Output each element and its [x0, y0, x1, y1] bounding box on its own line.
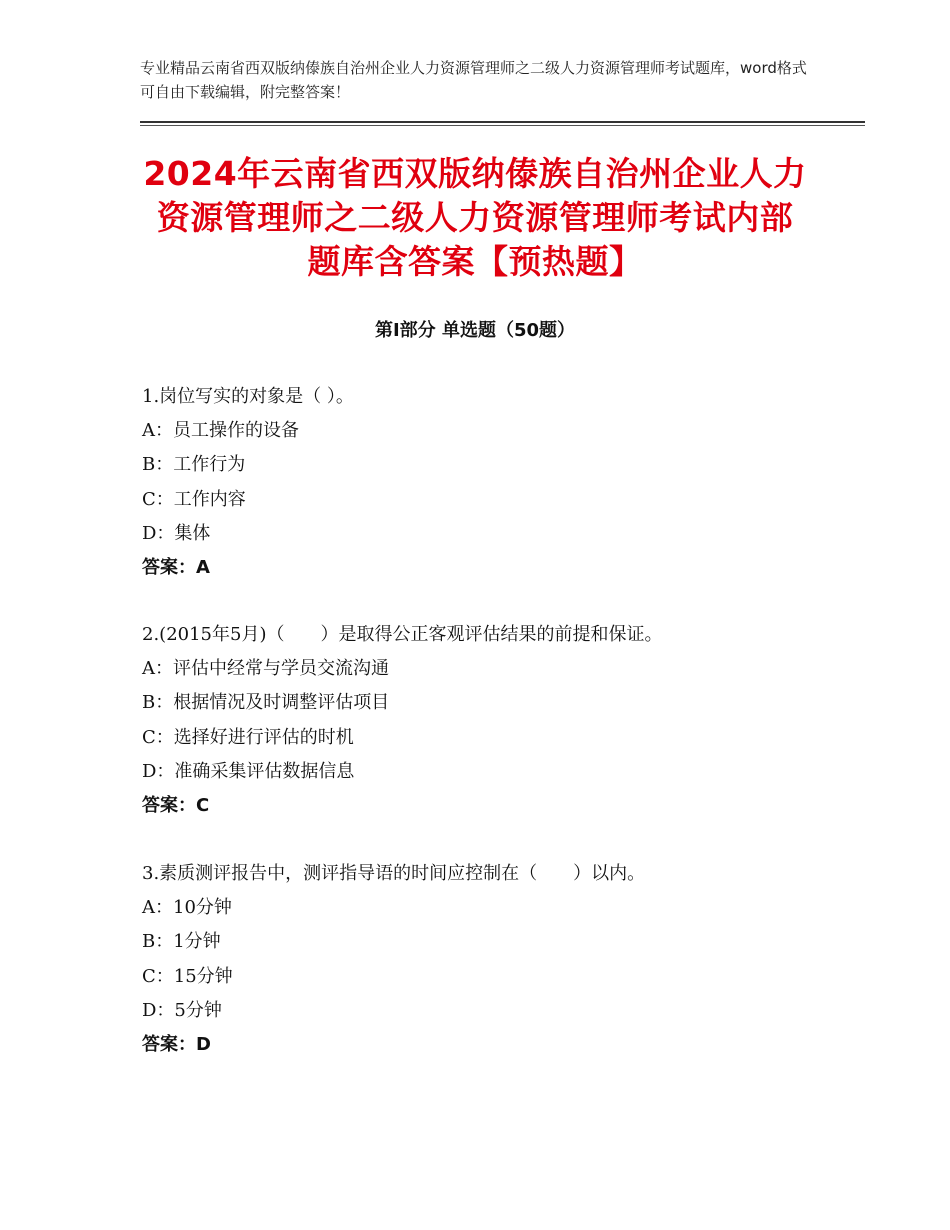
- question-stem: 2.(2015年5月)（ ）是取得公正客观评估结果的前提和保证。: [142, 624, 663, 645]
- title-line-3: 题库含答案【预热题】: [307, 242, 643, 281]
- option-c: C：工作内容: [142, 488, 246, 510]
- section-title: 第Ⅰ部分 单选题（50题）: [374, 320, 575, 341]
- option-c: C：15分钟: [142, 965, 233, 987]
- option-b: B：1分钟: [142, 931, 221, 953]
- answer: 答案：D: [142, 1033, 211, 1055]
- question-3: [142, 857, 862, 1062]
- option-a: A：10分钟: [142, 897, 232, 919]
- title-line-2: 资源管理师之二级人力资源管理师考试内部: [156, 198, 794, 237]
- header-divider: [140, 121, 865, 126]
- answer: 答案：A: [142, 556, 210, 578]
- document-title: [130, 152, 820, 284]
- answer: 答案：C: [142, 794, 210, 816]
- option-a: A：评估中经常与学员交流沟通: [142, 658, 389, 680]
- option-d: D：集体: [142, 522, 211, 544]
- option-b: B：根据情况及时调整评估项目: [142, 692, 390, 714]
- header-note: 专业精品云南省西双版纳傣族自治州企业人力资源管理师之二级人力资源管理师考试题库，word格式可自由下载编辑，附完整答案！: [140, 59, 807, 101]
- question-1: [142, 380, 862, 585]
- option-d: D：准确采集评估数据信息: [142, 760, 355, 782]
- question-stem: 1.岗位写实的对象是（ ）。: [142, 386, 354, 407]
- option-b: B：工作行为: [142, 454, 246, 476]
- option-c: C：选择好进行评估的时机: [142, 726, 354, 748]
- option-d: D：5分钟: [142, 999, 222, 1021]
- option-a: A：员工操作的设备: [142, 420, 299, 442]
- question-stem: 3.素质测评报告中，测评指导语的时间应控制在（ ）以内。: [142, 863, 646, 884]
- question-2: [142, 618, 862, 823]
- title-line-1: 2024年云南省西双版纳傣族自治州企业人力: [143, 154, 807, 193]
